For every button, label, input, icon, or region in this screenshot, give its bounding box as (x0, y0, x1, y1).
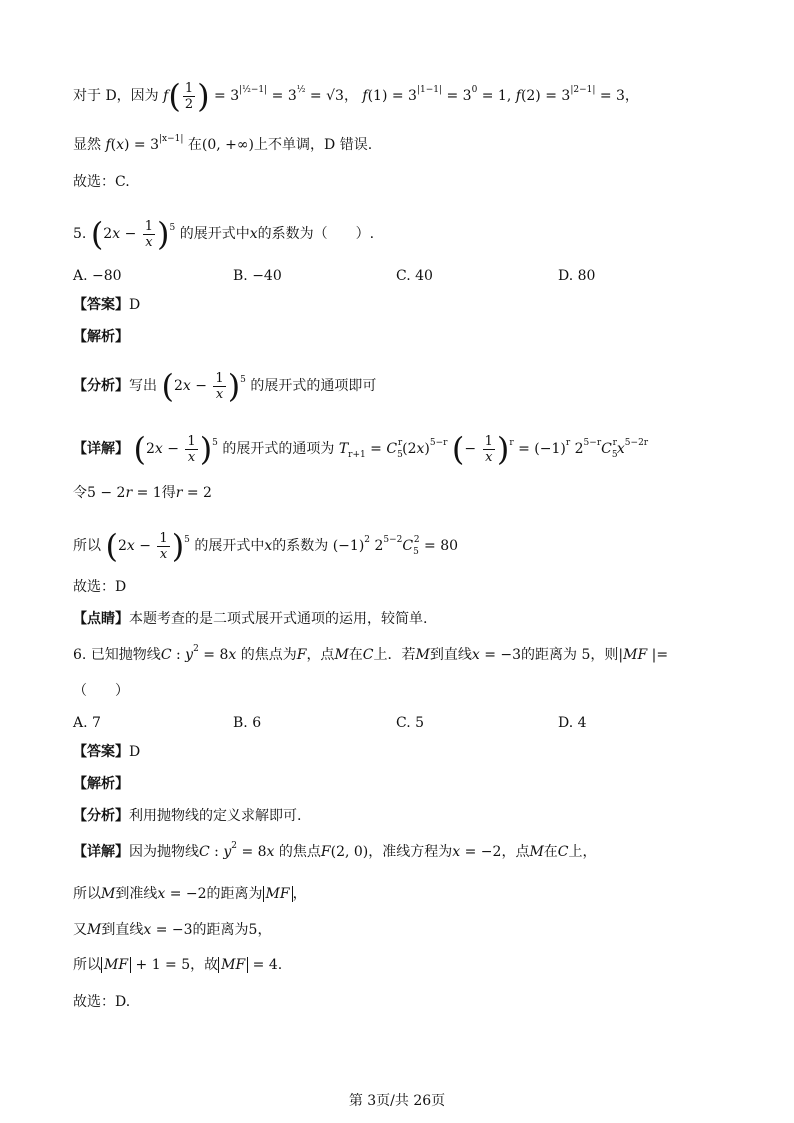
q5-analysis-heading: 【解析】 (73, 329, 129, 345)
q5-answer: 【答案】D (73, 297, 141, 313)
q5-solve-r: 令5 − 2r = 1得r = 2 (73, 485, 212, 501)
q6-line-4: 所以 MF + 1 = 5，故 MF = 4. (73, 957, 283, 973)
q5-result: 所以 (2x − $\frac{1}{x}$ )$^5$ 的展开式中x的系数为 $(-1)^2$ $2^{5-2}C_5^2 = 80$ (73, 527, 459, 565)
q5-comment: 【点睛】本题考查的是二项式展开式通项的运用，较简单. (73, 611, 428, 627)
question-5: 5. (2x − $\frac{1}{x}$ )$^5$ 的展开式中x的系数为（ ）. (73, 215, 375, 253)
q6-option-d: D. 4 (558, 715, 587, 731)
q6-option-b: B. 6 (233, 715, 262, 731)
q6-answer: 【答案】D (73, 744, 141, 760)
d-conclusion-line: 显然 $f(x) = 3^{|x-1|}$ 在(0, +∞)上不单调，D 错误. (73, 134, 373, 153)
page-footer: 第 3页/共 26页 (348, 1093, 446, 1109)
q5-option-b: B. −40 (233, 268, 282, 284)
q6-fenxi: 【分析】利用抛物线的定义求解即可. (73, 808, 302, 824)
q6-detail: 【详解】因为抛物线C : $y^2 = 8x$ 的焦点F(2, 0)，准线方程为x = −2，点M在C上， (73, 841, 597, 860)
d-analysis-line: 对于 D，因为 f( $\frac{1}{2}$ ) = $3^{|\frac{1}{2}-1|} = 3^{\frac{1}{2}} = √3$， $f(1) = 3^{|1-1|} = 3^0 = 1$, $f(2) = 3^{|2-1|} = 3$， (73, 77, 639, 115)
q5-option-c: C. 40 (396, 268, 433, 284)
q5-detail: 【详解】 (2x − $\frac{1}{x}$ )$^5$ 的展开式的通项为 $T_{r+1} = C_5^r(2x)^{5-r}$ (− $\frac{1}{x}$ )$^r = (-1)^r$ $2^{5-r}C_5^rx^{5-2r}$ (73, 430, 649, 468)
q6-option-c: C. 5 (396, 715, 425, 731)
q5-option-a: A. −80 (73, 268, 122, 284)
q6-line-3: 又M到直线x = −3的距离为5， (73, 922, 272, 938)
q5-fenxi: 【分析】写出 (2x − $\frac{1}{x}$ )$^5$ 的展开式的通项即可 (73, 367, 377, 405)
question-6: 6. 已知抛物线C : $y^2 = 8x$ 的焦点为F，点M在C上．若M到直线x = −3的距离为 5，则|MF |= (73, 644, 669, 663)
q5-option-d: D. 80 (558, 268, 596, 284)
q6-option-a: A. 7 (73, 715, 101, 731)
q6-line-2: 所以M到准线x = −2的距离为 MF ， (73, 886, 307, 902)
answer-4: 故选：C. (73, 174, 130, 190)
q6-choose: 故选：D. (73, 994, 131, 1010)
q5-choose: 故选：D (73, 579, 127, 595)
q6-paren: （ ） (73, 683, 129, 699)
q6-analysis-heading: 【解析】 (73, 776, 129, 792)
text: 对于 D，因为 (73, 88, 159, 104)
